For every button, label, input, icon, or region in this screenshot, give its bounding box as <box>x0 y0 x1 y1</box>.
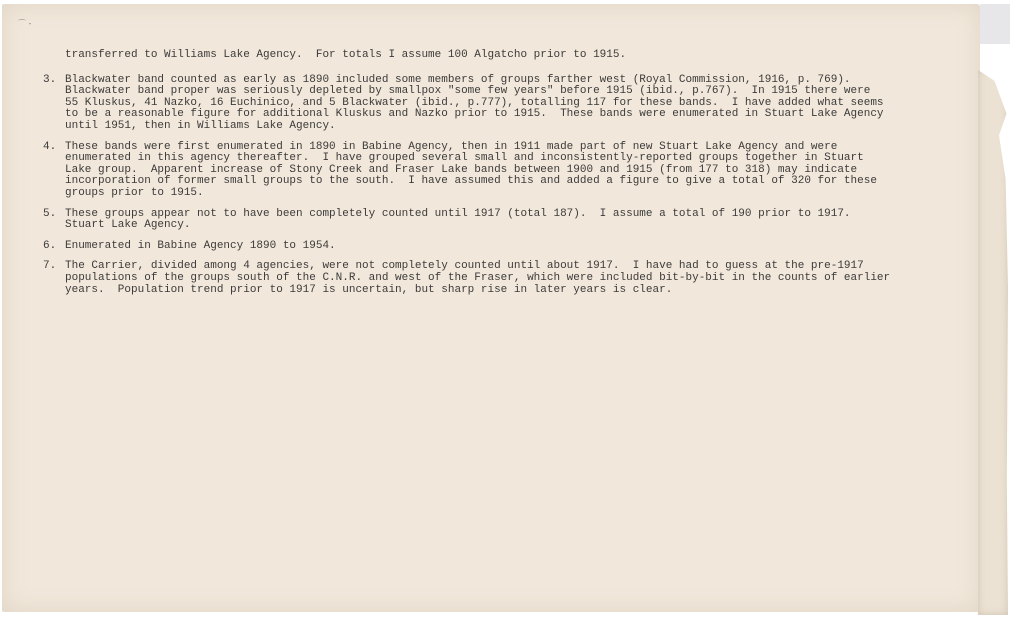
note-line: 55 Kluskus, 41 Nazko, 16 Euchinico, and 5 Blackwater (ibid., p.777), totalling 117 for these bands. I have added what seems <box>65 96 884 109</box>
note-number: 7. <box>43 260 57 273</box>
note-line: years. Population trend prior to 1917 is uncertain, but sharp rise in later years is clear. <box>65 283 673 296</box>
note-line: incorporation of former small groups to the south. I have assumed this and added a figure to give a total of 320 for these <box>65 175 877 188</box>
note-line: These bands were first enumerated in 1890 in Babine Agency, then in 1911 made part of new Stuart Lake Agency and were <box>65 140 838 153</box>
note-line: Lake group. Apparent increase of Stony Creek and Fraser Lake bands between 1900 and 1915 (from 177 to 318) may indicate <box>65 163 858 176</box>
scan-background-strip <box>980 4 1010 44</box>
note-line: to be a reasonable figure for additional Kluskus and Nazko prior to 1915. These bands were enumerated in Stuart Lake Agency <box>65 108 884 121</box>
note-3 <box>40 75 970 133</box>
note-5 <box>40 209 970 232</box>
footnotes-text <box>40 50 970 305</box>
note-line: Blackwater band proper was seriously depleted by smallpox "some few years" before 1915 (ibid., p.767). In 1915 there were <box>65 85 871 98</box>
note-number: 5. <box>43 207 57 220</box>
note-line: until 1951, then in Williams Lake Agency. <box>65 119 336 132</box>
note-number: 4. <box>43 140 57 153</box>
note-line: Stuart Lake Agency. <box>65 219 191 232</box>
note-line: groups prior to 1915. <box>65 186 204 199</box>
note-number: 6. <box>43 239 57 252</box>
continuation-paragraph <box>40 50 970 62</box>
pencil-mark <box>18 18 38 22</box>
note-line: The Carrier, divided among 4 agencies, were not completely counted until about 1917. I have had to guess at the pre-1917 <box>65 260 864 273</box>
note-number: 3. <box>43 73 57 86</box>
continuation-line: transferred to Williams Lake Agency. For totals I assume 100 Algatcho prior to 1915. <box>65 49 627 61</box>
paper-torn-edge <box>978 70 1008 615</box>
note-4 <box>40 142 970 200</box>
note-line: populations of the groups south of the C.N.R. and west of the Fraser, which were included bit-by-bit in the counts of earlier <box>65 271 891 284</box>
note-7 <box>40 261 970 296</box>
note-line: enumerated in this agency thereafter. I have grouped several small and inconsistently-reported groups together in Stuart <box>65 152 864 165</box>
note-line: Blackwater band counted as early as 1890 included some members of groups farther west (Royal Commission, 1916, p. 769). <box>65 73 851 86</box>
note-6 <box>40 241 970 253</box>
note-line: Enumerated in Babine Agency 1890 to 1954. <box>65 239 336 252</box>
note-line: These groups appear not to have been completely counted until 1917 (total 187). I assume a total of 190 prior to 1917. <box>65 207 851 220</box>
